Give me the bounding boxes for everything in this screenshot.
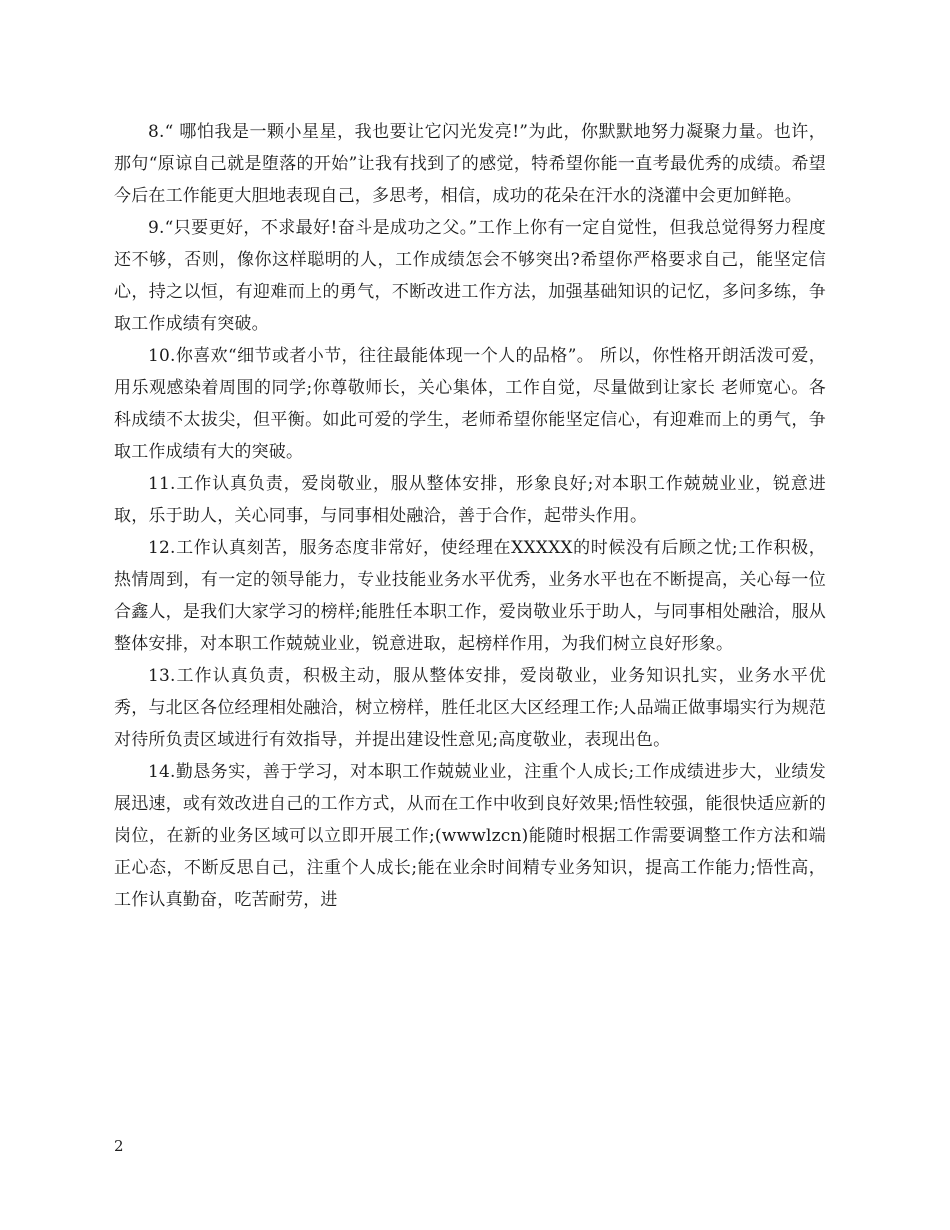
paragraph-12: 12.工作认真刻苦，服务态度非常好，使经理在XXXXX的时候没有后顾之忧;工作积极，热情周到，有一定的领导能力，专业技能业务水平优秀，业务水平也在不断提高，关心每一位合鑫人，是我们大家学习的榜样;能胜任本职工作，爱岗敬业乐于助人，与同事相处融洽，服从整体安排，对本职工作兢兢业业，锐意进取，起榜样作用，为我们树立良好形象。 [114,538,826,654]
paragraph-14: 14.勤恳务实，善于学习，对本职工作兢兢业业，注重个人成长;工作成绩进步大，业绩发展迅速，或有效改进自己的工作方式，从而在工作中收到良好效果;悟性较强，能很快适应新的岗位，在新的业务区域可以立即开展工作;(wwwlzcn)能随时根据工作需要调整工作方法和端正心态，不断反思自己，注重个人成长;能在业余时间精专业务知识，提高工作能力;悟性高，工作认真勤奋，吃苦耐劳，进 [114,762,826,910]
paragraph-13: 13.工作认真负责，积极主动，服从整体安排，爱岗敬业，业务知识扎实，业务水平优秀，与北区各位经理相处融洽，树立榜样，胜任北区大区经理工作;人品端正做事塌实行为规范对待所负责区域进行有效指导，并提出建设性意见;高度敬业，表现出色。 [114,666,826,750]
paragraph-10: 10.你喜欢“细节或者小节，往往最能体现一个人的品格”。 所以，你性格开朗活泼可爱，用乐观感染着周围的同学;你尊敬师长，关心集体，工作自觉，尽量做到让家长 老师宽心。各科成绩不太拔尖，但平衡。如此可爱的学生，老师希望你能坚定信心，有迎难而上的勇气，争取工作成绩有大的突破。 [114,346,826,462]
page-number: 2 [114,1137,124,1155]
paragraph-9: 9.“只要更好，不求最好!奋斗是成功之父。”工作上你有一定自觉性，但我总觉得努力程度还不够，否则，像你这样聪明的人，工作成绩怎会不够突出?希望你严格要求自己，能坚定信心，持之以恒，有迎难而上的勇气，不断改进工作方法，加强基础知识的记忆，多问多练，争取工作成绩有突破。 [114,218,826,334]
paragraph-8: 8.“ 哪怕我是一颗小星星，我也要让它闪光发亮!”为此，你默默地努力凝聚力量。也许，那句“原谅自己就是堕落的开始”让我有找到了的感觉，特希望你能一直考最优秀的成绩。希望今后在工作能更大胆地表现自己，多思考，相信，成功的花朵在汗水的浇灌中会更加鲜艳。 [114,122,826,206]
paragraph-11: 11.工作认真负责，爱岗敬业，服从整体安排，形象良好;对本职工作兢兢业业，锐意进取，乐于助人，关心同事，与同事相处融洽，善于合作，起带头作用。 [114,474,826,526]
document-body [114,116,826,916]
